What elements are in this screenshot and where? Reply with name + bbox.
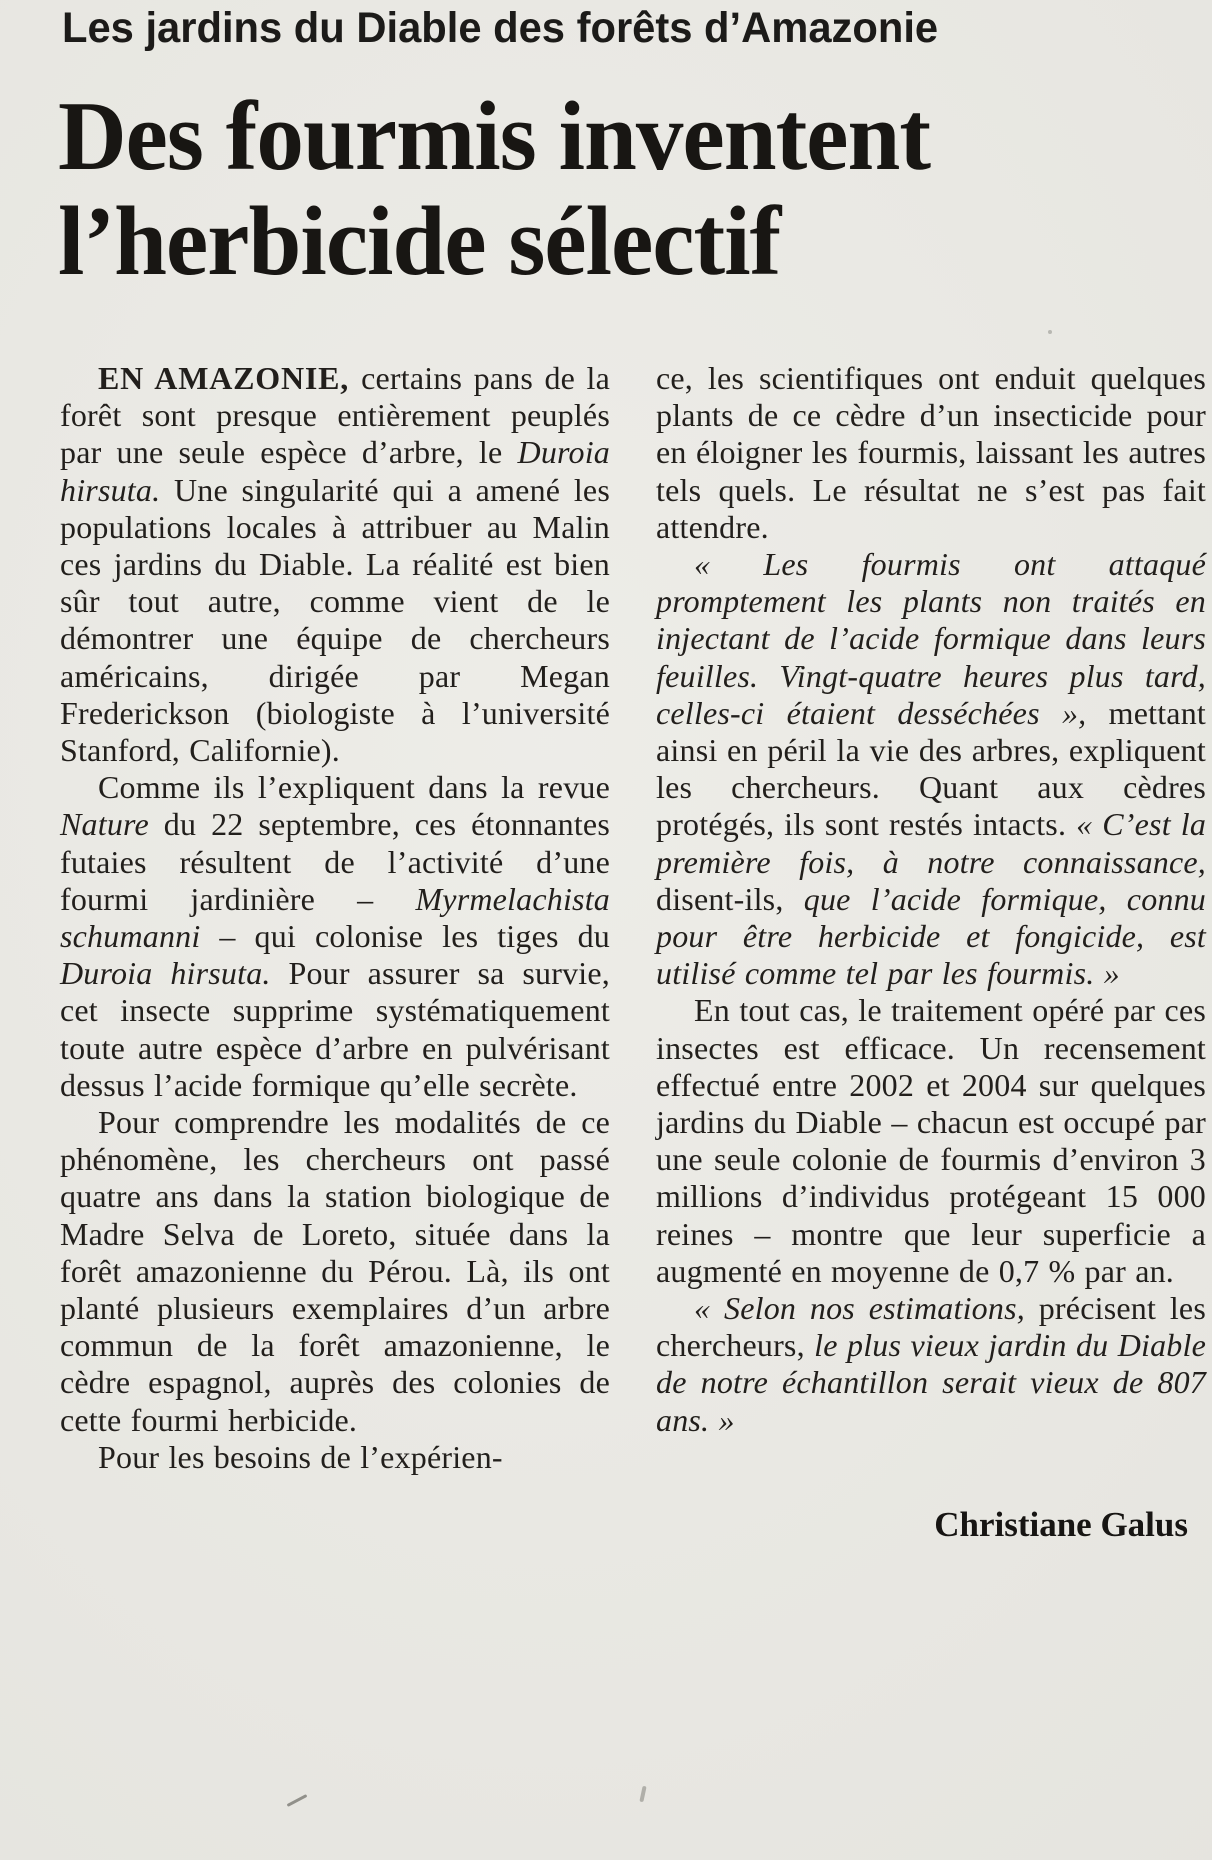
article-paragraph: [60, 360, 610, 769]
text-run-italic: Myrmelachista schumanni: [60, 880, 610, 955]
text-run-normal: En tout cas, le traitement opéré par ces insectes est efficace. Un recensement effectué entre 2002 et 2004 sur quelques jardins du Diable – chacun est occupé par une seule colonie de fourmis d’environ 3 millions d’individus protégeant 15 000 reines – montre que leur superficie a augmenté en moyenne de 0,7 % par an.: [656, 992, 1206, 1289]
text-run-normal: du 22 septembre, ces étonnantes futaies résultent de l’activité d’une fourmi jardinière –: [60, 806, 610, 917]
text-run-italic: que l’acide formique, connu pour être herbicide et fongicide, est utilisé comme tel par les fourmis. »: [656, 880, 1206, 992]
text-run-normal: ce, les scientifiques ont enduit quelques plants de ce cèdre d’un insecticide pour en éloigner les fourmis, laissant les autres tels quels. Le résultat ne s’est pas fait attendre.: [656, 360, 1206, 545]
text-run-italic: « Selon nos estimations,: [694, 1290, 1025, 1327]
text-run-italic: « Les fourmis ont attaqué promptement les plants non traités en injectant de l’acide formique dans leurs feuilles. Vingt-quatre heures plus tard, celles-ci étaient desséchées »,: [656, 546, 1206, 731]
text-run-italic: « C’est la première fois, à notre connaissance,: [656, 806, 1207, 880]
text-run-normal: Pour comprendre les modalités de ce phénomène, les chercheurs ont passé quatre ans dans la station biologique de Madre Selva de Loreto, située dans la forêt amazonienne du Pérou. Là, ils ont planté plusieurs exemplaires d’un arbre commun de la forêt amazonienne, le cèdre espagnol, auprès des colonies de cette fourmi herbicide.: [60, 1104, 610, 1438]
article-paragraph: [656, 546, 1206, 992]
text-run-bold: EN AMAZONIE,: [98, 360, 362, 396]
text-run-normal: mettant ainsi en péril la vie des arbres, expliquent les chercheurs. Quant aux cèdres protégés, ils sont restés intacts.: [656, 694, 1207, 843]
article-paragraph: [656, 1290, 1206, 1439]
text-run-normal: Une singularité qui a amené les populations locales à attribuer au Malin ces jardins du Diable. La réalité est bien sûr tout autre, comme vient de le démontrer une équipe de chercheurs américains, dirigée par Megan Frederickson (biologiste à l’université Stanford, Californie).: [60, 471, 610, 769]
scan-artifact: [1048, 330, 1052, 334]
article-paragraph: [60, 1104, 610, 1439]
text-run-italic: Duroia hirsuta.: [60, 955, 271, 992]
text-run-normal: certains pans de la forêt sont presque entièrement peuplés par une seule espèce d’arbre, le: [60, 360, 610, 471]
text-run-normal: disent-ils,: [656, 880, 804, 917]
article-column-left: [60, 360, 610, 1545]
text-run-italic: le plus vieux jardin du Diable de notre échantillon serait vieux de 807 ans. »: [656, 1327, 1206, 1438]
article-paragraph: [656, 360, 1206, 546]
text-run-normal: précisent les chercheurs,: [656, 1290, 1206, 1364]
text-run-normal: Pour les besoins de l’expérien-: [98, 1438, 503, 1475]
text-run-italic: Nature: [60, 806, 149, 843]
text-run-normal: Pour assurer sa survie, cet insecte supprime systématiquement toute autre espèce d’arbre en pulvérisant dessus l’acide formique qu’elle secrète.: [60, 955, 610, 1103]
text-run-italic: Duroia hirsuta.: [60, 434, 610, 508]
article-paragraph: [60, 1439, 610, 1476]
text-run-normal: Comme ils l’expliquent dans la revue: [98, 769, 610, 806]
headline-line-2: l’herbicide sélectif: [58, 187, 781, 296]
scan-artifact: [639, 1786, 646, 1802]
headline-line-1: Des fourmis inventent: [58, 82, 931, 191]
article-body: [60, 360, 1206, 1545]
article-paragraph: [60, 769, 610, 1104]
kicker: Les jardins du Diable des forêts d’Amazonie: [62, 4, 939, 52]
article-paragraph: [656, 992, 1206, 1290]
article-column-right: [656, 360, 1206, 1545]
byline: Christiane Galus: [934, 1504, 1188, 1544]
scan-artifact: [287, 1794, 308, 1807]
headline: [58, 84, 930, 294]
text-run-normal: – qui colonise les tiges du: [200, 918, 610, 955]
